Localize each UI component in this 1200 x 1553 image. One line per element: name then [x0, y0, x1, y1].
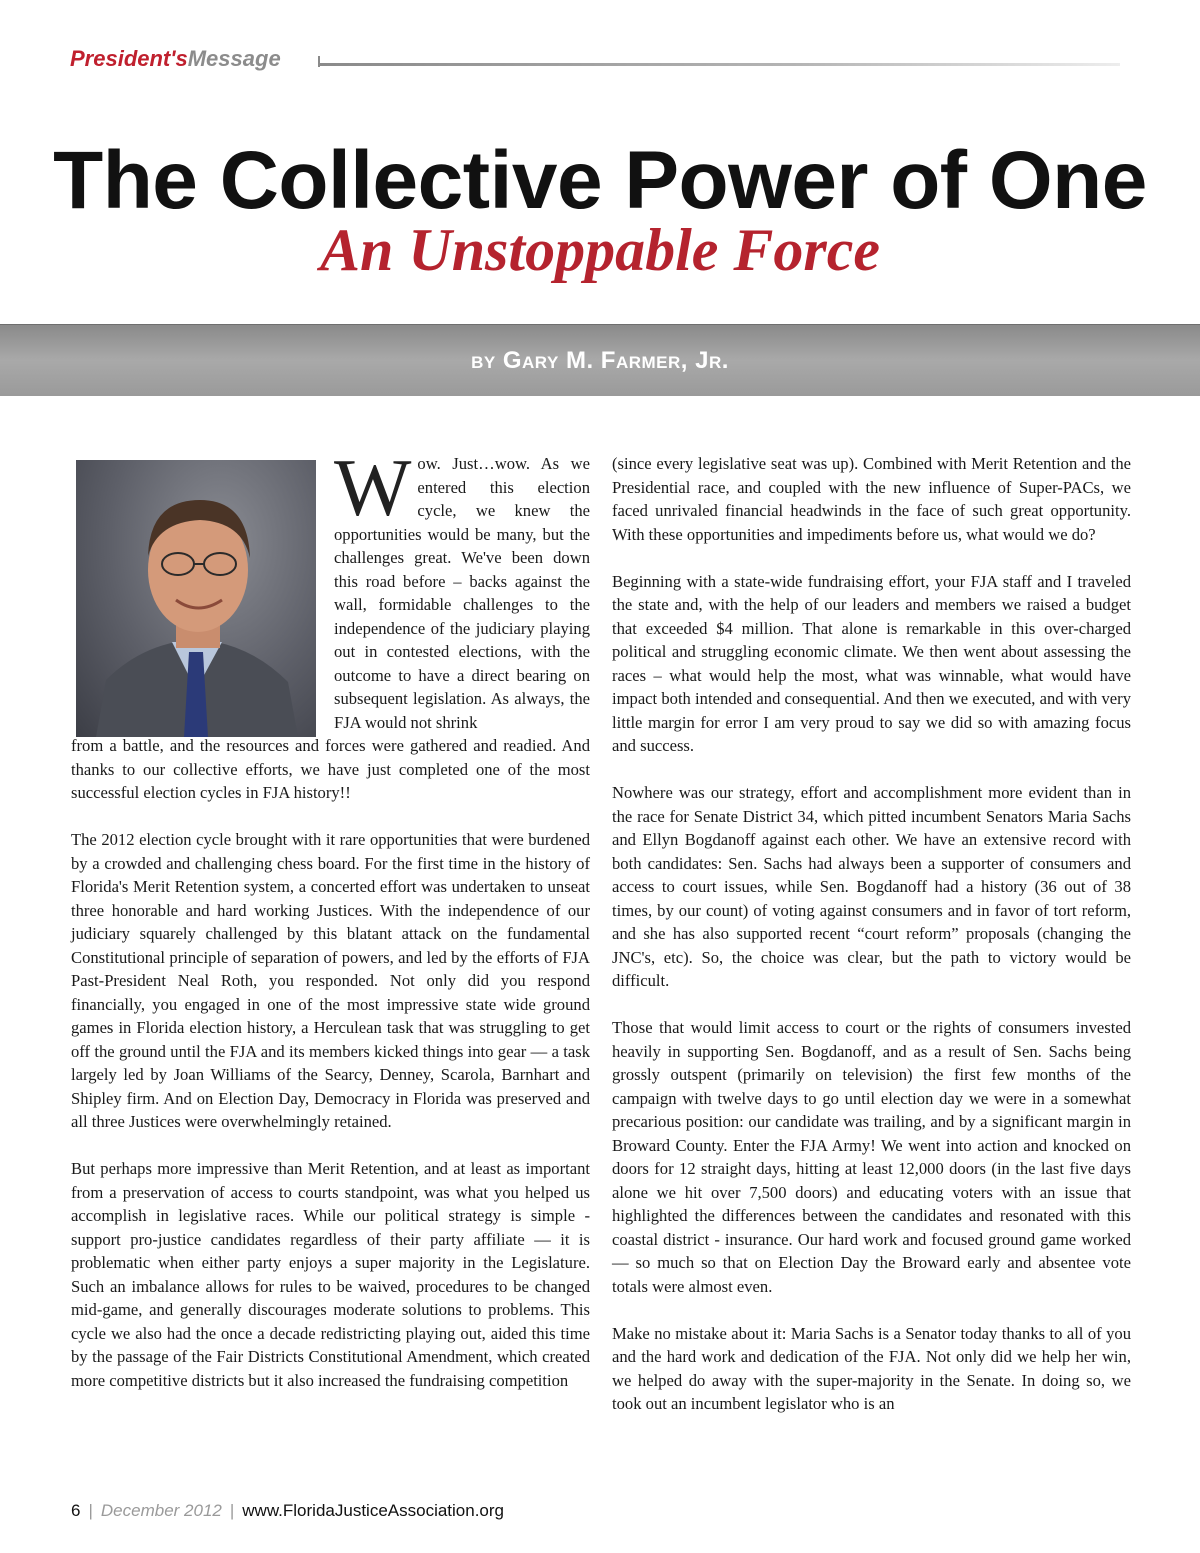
- intro-paragraph: [334, 442, 590, 734]
- dropcap: W: [334, 442, 412, 533]
- footer-separator-2: |: [229, 1501, 235, 1520]
- right-paragraph-5: Make no mistake about it: Maria Sachs is a Senator today thanks to all of you and the hard work and dedication of the FJA. Not only did we help her win, we helped do away with the super-majority in the Senate. In doing so, we took out an incumbent legislator who is an: [612, 1323, 1131, 1413]
- section-label-president: President's: [70, 46, 188, 71]
- page-footer: [71, 1499, 504, 1523]
- left-paragraph-2: The 2012 election cycle brought with it rare opportunities that were burdened by a crowded and challenging chess board. For the first time in the history of Florida's Merit Retention system, a concerted effort was undertaken to unseat three honorable and hard working Justices. With the independence of our judiciary squarely challenged by this blatant attack on the fundamental Constitutional principle of separation of powers, and led by the efforts of FJA Past-President Neal Roth, you responded. Not only did you respond financially, you engaged in one of the most impressive state wide ground games in Florida election history, a Herculean task that was struggling to get off the ground until the FJA and its members kicked things into gear — a task largely led by Joan Williams of the Searcy, Denney, Scarola, Barnhart and Shipley firm. And on Election Day, Democracy in Florida was preserved and all three Justices were overwhelmingly retained.: [71, 830, 590, 1131]
- byline-bar: [0, 324, 1200, 396]
- header-rule: [320, 63, 1120, 66]
- article-title: The Collective Power of One: [53, 135, 1147, 226]
- author-portrait-illustration: [76, 460, 316, 737]
- right-paragraph-3: Nowhere was our strategy, effort and accomplishment more evident than in the race for Senate District 34, which pitted incumbent Senators Maria Sachs and Ellyn Bogdanoff against each other. We have an extensive record with both candidates: Sen. Sachs had always been a supporter of consumers and access to court issues, while Sen. Bogdanoff had a history (36 out of 38 times, by our count) of voting against consumers and in favor of tort reform, and she has also supported recent “court reform” proposals (changing the JNC's, etc). So, the choice was clear, but the path to victory would be difficult.: [612, 783, 1131, 990]
- right-paragraph-4: Those that would limit access to court or the rights of consumers invested heavily in supporting Sen. Bogdanoff, and as a result of Sen. Sachs being grossly outspent (primarily on television) the first few months of the campaign with twelve days to go until election day we were in a somewhat precarious position: our candidate was trailing, and by a significant margin in Broward County. Enter the FJA Army! We went into action and knocked on doors for 12 straight days, hitting at least 12,000 doors (in the last five days alone we hit over 7,500 doors) and educating voters with an issue that highlighted the differences between the candidates and resonated with this coastal district - insurance. Our hard work and focused ground game worked — so much so that on Election Day the Broward early and absentee vote totals were almost even.: [612, 1018, 1131, 1296]
- right-paragraph-1: (since every legislative seat was up). Combined with Merit Retention and the Presidential race, and coupled with the new influence of Super-PACs, we faced unrivaled financial headwinds in the face of such great opportunity. With these opportunities and impediments before us, what would we do?: [612, 454, 1131, 544]
- right-paragraph-2: Beginning with a state-wide fundraising effort, your FJA staff and I traveled the state and, with the help of our leaders and members we raised a budget that exceeded $4 million. That alone is remarkable in this over-charged political and struggling economic climate. We then went about assessing the races – what would help the most, what was winnable, what would have impact both intended and consequential. And then we executed, and with very little margin for error I am very proud to say we did so with amazing focus and success.: [612, 571, 1131, 755]
- byline: by Gary M. Farmer, Jr.: [471, 347, 729, 374]
- right-column: [612, 452, 1131, 1416]
- left-paragraph-1: from a battle, and the resources and forces were gathered and readied. And thanks to our collective efforts, we have just completed one of the most successful election cycles in FJA history!!: [71, 736, 590, 802]
- left-paragraph-3: But perhaps more impressive than Merit Retention, and at least as important from a preservation of access to courts standpoint, was what you helped us accomplish in legislative races. While our political strategy is simple - support pro-justice candidates regardless of their party affiliate — it is problematic when either party enjoys a super majority in the Legislature. Such an imbalance allows for rules to be waived, procedures to be changed mid-game, and generally discourages moderate solutions to problems. This cycle we also had the once a decade redistricting playing out, aided this time by the passage of the Fair Districts Constitutional Amendment, which created more competitive districts but it also increased the fundraising competition: [71, 1159, 590, 1390]
- section-label: [70, 44, 281, 74]
- footer-separator-1: |: [88, 1501, 93, 1520]
- author-photo: [76, 460, 316, 737]
- issue-date: December 2012: [100, 1501, 222, 1520]
- page-number: 6: [71, 1501, 81, 1520]
- left-column: [71, 734, 590, 1392]
- website-link[interactable]: www.FloridaJusticeAssociation.org: [242, 1501, 504, 1520]
- intro-text: ow. Just…wow. As we entered this election cycle, we knew the opportunities would be many, but the challenges great. We've been down this road before – backs against the wall, formidable challenges to the independence of the judiciary playing out in contested elections, with the outcome to have a direct bearing on subsequent legislation. As always, the FJA would not shrink: [334, 454, 590, 732]
- article-subtitle: An Unstoppable Force: [319, 217, 881, 283]
- section-label-message: Message: [187, 46, 281, 71]
